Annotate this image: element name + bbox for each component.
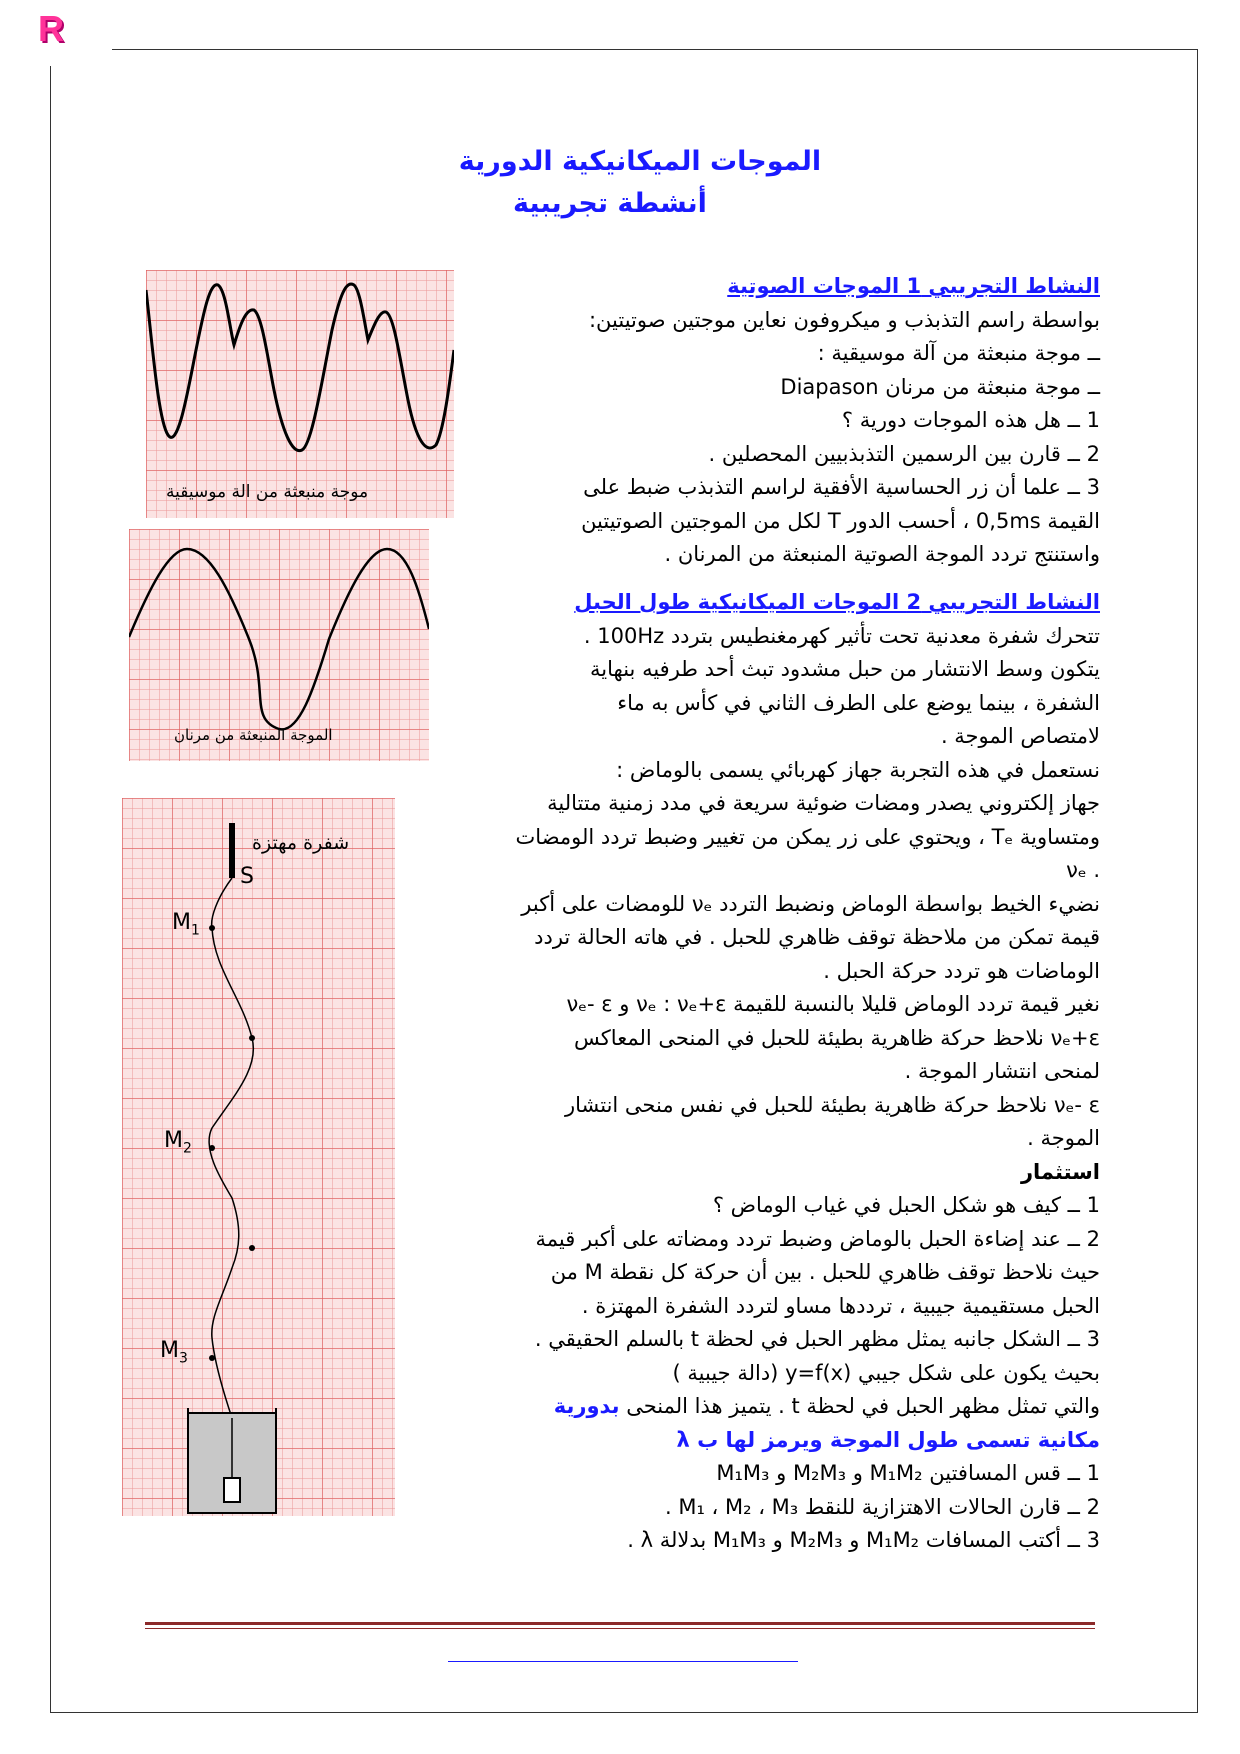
frame-right-line (1197, 49, 1198, 1712)
music-wave-plot (146, 270, 454, 518)
activity2-line: الشفرة ، بينما يوضع على الطرف الثاني في كأس به ماء (617, 690, 1100, 715)
music-wave-caption: موجة منبعثة من الة موسيقية (166, 482, 369, 502)
frame-left-line (50, 66, 51, 1712)
activity2-line: لامتصاص الموجة . (940, 724, 1100, 748)
activity1-line: 1 ــ هل هذه الموجات دورية ؟ (841, 408, 1100, 432)
rope-plot (122, 798, 395, 1516)
diapason-wave-figure (129, 529, 429, 761)
point-m3 (209, 1355, 215, 1361)
exploit-line: الحبل مستقيمية جيبية ، ترددها مساو لتردد الشفرة المهتزة . (581, 1293, 1100, 1318)
activity1-line: القيمة 0,5ms ، أحسب الدور T لكل من الموجتين الصوتيتين (581, 508, 1100, 533)
point-m2 (209, 1145, 215, 1151)
activity2-line: لمنحى انتشار الموجة . (904, 1059, 1100, 1083)
activity2-line: نستعمل في هذه التجربة جهاز كهربائي يسمى بالوماض : (616, 757, 1100, 782)
exploit-line: حيث نلاحظ توقف ظاهري للحبل . بين أن حركة كل نقطة M من (550, 1260, 1100, 1284)
activity1-line: ــ موجة منبعثة من آلة موسيقية : (817, 341, 1100, 365)
activity2-line: جهاز إلكتروني يصدر ومضات ضوئية سريعة في مدد زمنية متتالية (547, 791, 1100, 815)
activity2-heading: النشاط التجريبي 2 الموجات الميكانيكية طول الحبل (574, 590, 1100, 614)
activity2-section (410, 586, 1100, 1558)
logo: R (38, 8, 64, 49)
activity1-line: بواسطة راسم التذبذب و ميكروفون نعاين موجتين صوتيتين: (588, 307, 1100, 332)
label-m2: $M_2$ (164, 1128, 192, 1157)
label-m3: $M_3$ (160, 1338, 188, 1367)
activity2-line: تتحرك شفرة معدنية تحت تأثير كهرمغنطيس بتردد 100Hz . (583, 623, 1100, 648)
activity1-line: 3 ــ علما أن زر الحساسية الأفقية لراسم التذبذب ضبط على (583, 475, 1100, 499)
point-antinode-2 (249, 1245, 255, 1251)
exploit-line: 2 ــ عند إضاءة الحبل بالوماض وضبط تردد ومضاته على أكبر قيمة (535, 1226, 1100, 1251)
label-m1: $M_1$ (172, 910, 200, 939)
wavelength-definition: مكانية تسمى طول الموجة ويرمز لها ب λ (676, 1427, 1100, 1452)
activity2-line: . νₑ (1066, 858, 1100, 882)
activity2-line: يتكون وسط الانتشار من حبل مشدود تبث أحد طرفيه بنهاية (590, 657, 1100, 681)
frame-top-line (112, 49, 1198, 50)
music-wave-figure (146, 270, 454, 518)
final-question: 3 ــ أكتب المسافات M₁M₂ و M₂M₃ و M₁M₃ بدلالة λ . (627, 1528, 1100, 1552)
rope-weight (224, 1478, 240, 1502)
page-title: الموجات الميكانيكية الدورية (458, 146, 822, 177)
diapason-wave-curve (129, 549, 429, 729)
activity2-line: الموجة . (1027, 1126, 1100, 1150)
activity1-heading: النشاط التجريبي 1 الموجات الصوتية (727, 274, 1100, 298)
exploit-line: 1 ــ كيف هو شكل الحبل في غياب الوماض ؟ (712, 1193, 1100, 1217)
activity2-line: ومتساوية Tₑ ، ويحتوي على زر يمكن من تغيير وضبط تردد الومضات (515, 824, 1100, 849)
point-m1 (209, 925, 215, 931)
footer-rule-thick (145, 1622, 1095, 1625)
rope-figure (122, 798, 395, 1516)
exploit-heading: استثمار (1020, 1159, 1100, 1184)
final-question: 1 ــ قس المسافتين M₁M₂ و M₂M₃ و M₁M₃ (716, 1461, 1100, 1485)
period-line (410, 1390, 1100, 1424)
point-antinode-1 (249, 1035, 255, 1041)
activity2-line: νₑ- ε نلاحظ حركة ظاهرية بطيئة للحبل في نفس منحى انتشار (564, 1092, 1100, 1117)
activity1-line: واستنتج تردد الموجة الصوتية المنبعثة من المرنان . (664, 542, 1100, 566)
activity1-line: 2 ــ قارن بين الرسمين التذبذبيين المحصلين . (708, 441, 1100, 466)
page-subtitle: أنشطة تجريبية (513, 188, 707, 219)
activity2-line: نغير قيمة تردد الوماض قليلا بالنسبة للقيمة νₑ : νₑ+ε و νₑ- ε (566, 992, 1100, 1016)
exploit-line: 3 ــ الشكل جانبه يمثل مظهر الحبل في لحظة t بالسلم الحقيقي . (534, 1327, 1100, 1351)
diapason-wave-caption: الموجة المنبعثة من مرنان (174, 726, 333, 744)
footer-rule-thin (145, 1628, 1095, 1629)
activity2-line: الوماضات هو تردد حركة الحبل . (823, 958, 1100, 983)
rope-curve (209, 878, 253, 1478)
activity2-line: νₑ+ε نلاحظ حركة ظاهرية بطيئة للحبل في المنحى المعاكس (574, 1025, 1100, 1050)
footer-link-line (448, 1661, 798, 1662)
frame-bottom-line (50, 1712, 1198, 1713)
final-question: 2 ــ قارن الحالات الاهتزازية للنقط M₁ ، M₂ ، M₃ . (664, 1494, 1100, 1519)
rope-caption: شفرة مهتزة (252, 832, 350, 854)
activity2-line: نضيء الخيط بواسطة الوماض ونضبط التردد νₑ للومضات على أكبر (521, 891, 1100, 916)
activity1-line: ــ موجة منبعثة من مرنان Diapason (780, 374, 1100, 399)
period-keyword: بدورية (553, 1394, 620, 1418)
music-wave-curve (146, 284, 454, 451)
period-line-text: والتي تمثل مظهر الحبل في لحظة t . يتميز هذا المنحى (619, 1394, 1100, 1418)
exploit-line: بحيث يكون على شكل جيبي y=f(x) (دالة جيبية ) (672, 1360, 1100, 1385)
label-s: S (240, 864, 254, 889)
activity2-line: قيمة تمكن من ملاحظة توقف ظاهري للحبل . في هاته الحالة تردد (534, 925, 1100, 949)
activity1-section (460, 270, 1100, 572)
